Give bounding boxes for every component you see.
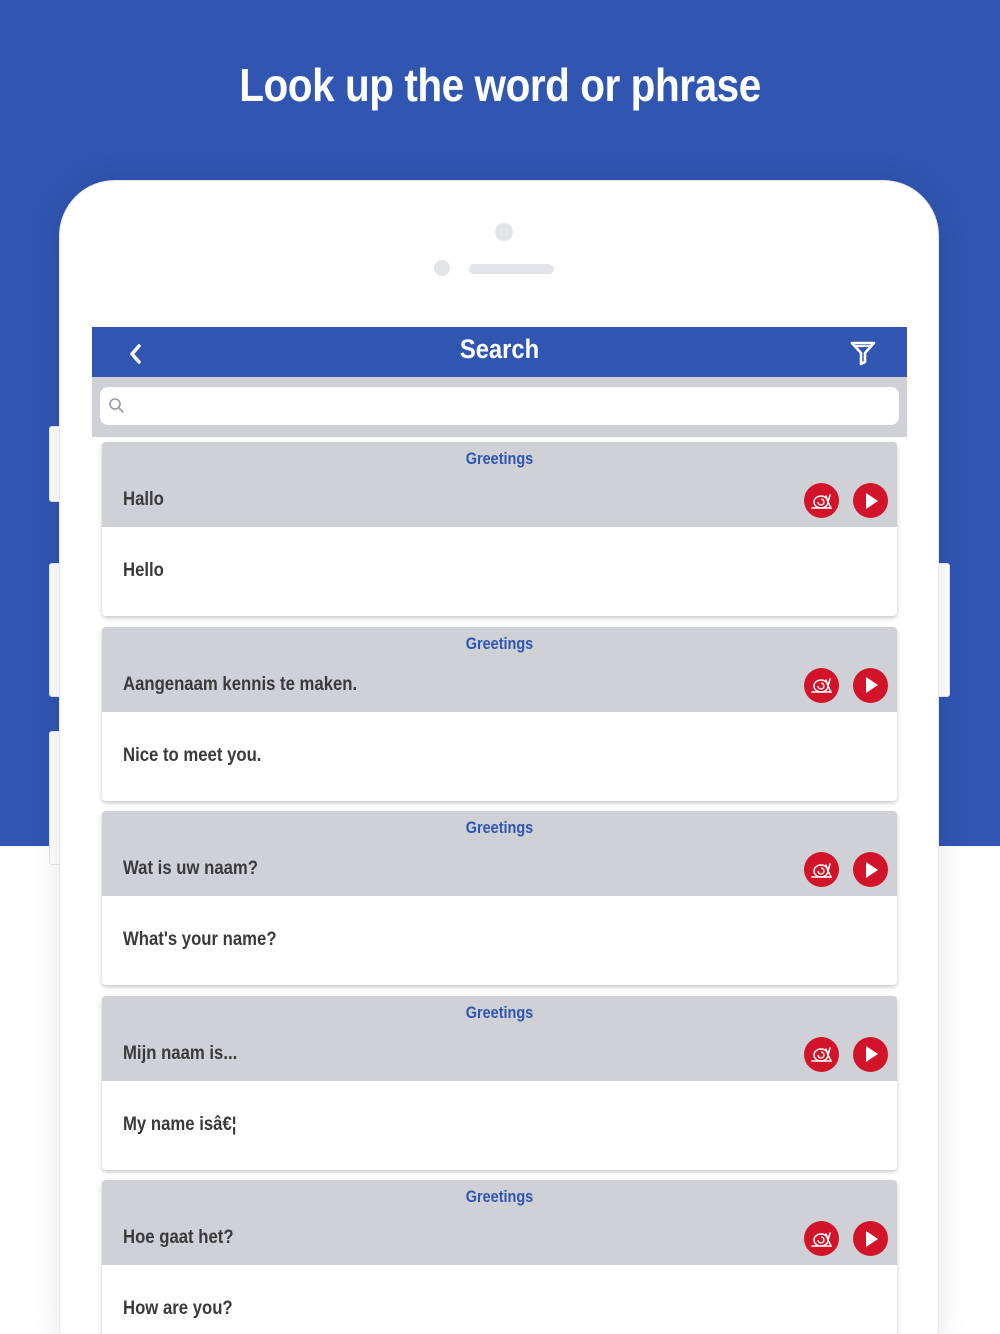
phrase-card[interactable] — [102, 442, 897, 616]
search-icon — [108, 397, 126, 415]
phrase-text: Mijn naam is... — [123, 1042, 238, 1064]
play-button[interactable] — [853, 668, 888, 703]
category-label: Greetings — [465, 1002, 534, 1022]
translation-text: Nice to meet you. — [123, 744, 262, 766]
snail-icon — [809, 674, 835, 696]
phrase-text: Hoe gaat het? — [123, 1227, 234, 1248]
phrase-text: Wat is uw naam? — [123, 858, 259, 879]
page-title: Search — [459, 334, 540, 364]
category-label: Greetings — [465, 633, 534, 653]
translation-text: How are you? — [123, 1298, 233, 1319]
play-icon — [862, 675, 880, 695]
app-screen — [92, 327, 907, 1334]
play-button[interactable] — [853, 483, 888, 518]
category-label: Greetings — [465, 818, 534, 837]
slow-play-button[interactable] — [804, 1221, 839, 1256]
slow-play-button[interactable] — [804, 483, 839, 518]
category-label: Greetings — [465, 1187, 534, 1206]
translation-text: My name isâ€¦ — [123, 1113, 237, 1135]
navigation-bar — [92, 327, 907, 377]
play-icon — [862, 1229, 880, 1249]
slow-play-button[interactable] — [804, 1037, 839, 1072]
phrase-card[interactable] — [102, 627, 897, 801]
search-input[interactable] — [100, 387, 899, 425]
phrase-card[interactable] — [102, 1180, 897, 1334]
play-icon — [862, 491, 880, 511]
play-button[interactable] — [853, 1037, 888, 1072]
tablet-camera — [495, 223, 513, 241]
snail-icon — [809, 859, 835, 881]
play-button[interactable] — [853, 1221, 888, 1256]
search-bar — [92, 377, 907, 437]
snail-icon — [809, 1228, 835, 1250]
page-headline: Look up the word or phrase — [239, 59, 761, 111]
phrase-text: Hallo — [123, 489, 164, 510]
phrase-card[interactable] — [102, 996, 897, 1170]
phrase-text: Aangenaam kennis te maken. — [123, 673, 358, 695]
filter-icon — [850, 340, 876, 366]
category-label: Greetings — [465, 449, 534, 468]
tablet-sensor — [434, 260, 450, 276]
snail-icon — [809, 1043, 835, 1065]
chevron-left-icon — [128, 343, 142, 365]
phrase-list — [102, 442, 897, 1334]
slow-play-button[interactable] — [804, 852, 839, 887]
filter-button[interactable] — [848, 339, 878, 367]
snail-icon — [809, 490, 835, 512]
tablet-speaker — [469, 264, 554, 274]
slow-play-button[interactable] — [804, 668, 839, 703]
phrase-card[interactable] — [102, 811, 897, 985]
translation-text: What's your name? — [123, 929, 277, 950]
translation-text: Hello — [123, 560, 164, 581]
play-icon — [862, 1044, 880, 1064]
play-icon — [862, 860, 880, 880]
play-button[interactable] — [853, 852, 888, 887]
